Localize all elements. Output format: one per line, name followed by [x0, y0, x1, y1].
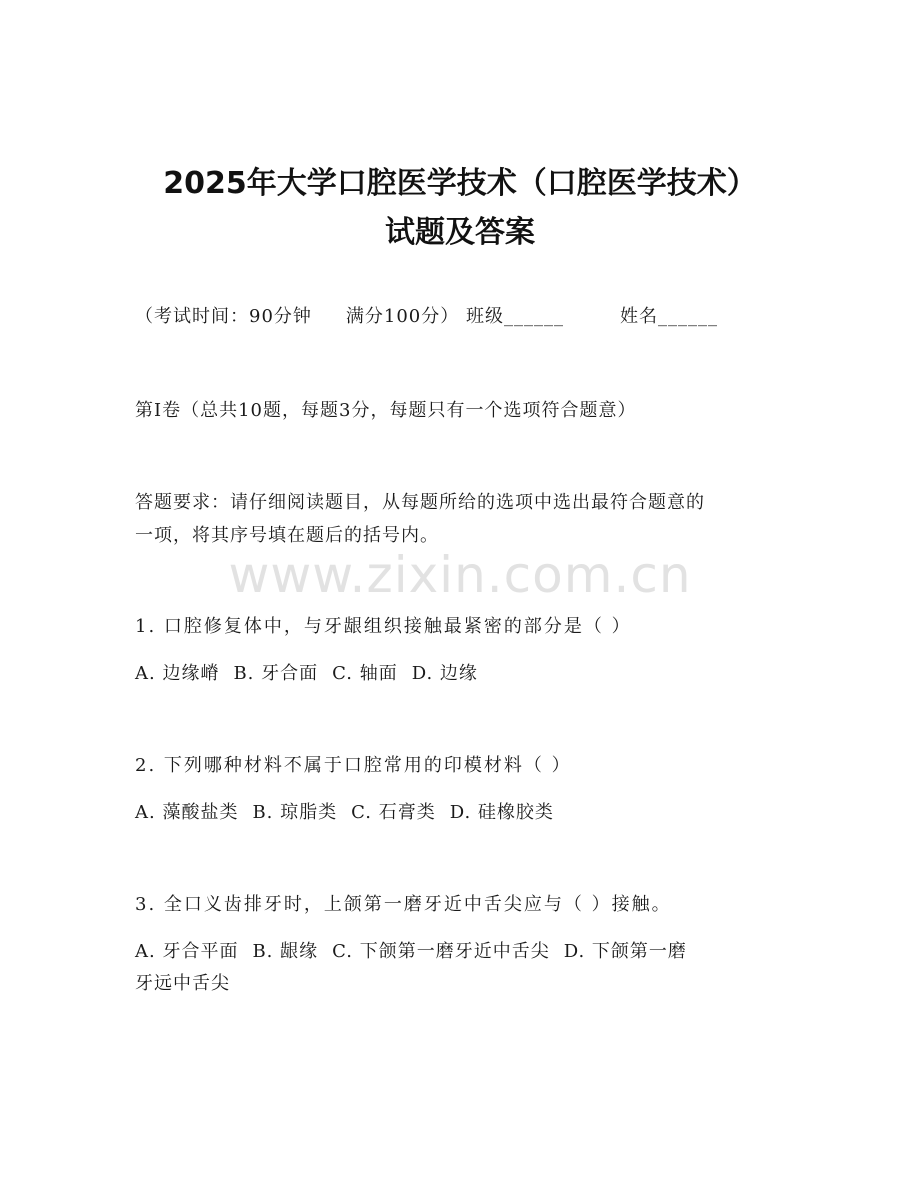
- exam-full-score: 满分100分）: [345, 306, 460, 327]
- question-1-option-a: A. 边缘嵴: [135, 663, 220, 684]
- question-2-option-a: A. 藻酸盐类: [135, 802, 239, 823]
- section-heading: 第I卷（总共10题，每题3分，每题只有一个选项符合题意）: [135, 400, 637, 421]
- question-3-option-c: C. 下颌第一磨牙近中舌尖: [332, 941, 550, 962]
- exam-time: （考试时间：90分钟: [135, 306, 312, 327]
- question-1-options: [135, 659, 478, 685]
- question-1-option-c: C. 轴面: [332, 663, 398, 684]
- question-3-option-d: D. 下颌第一磨: [563, 941, 687, 962]
- question-2-options: [135, 798, 554, 824]
- requirements-line-2: 一项，将其序号填在题后的括号内。: [135, 525, 439, 546]
- question-3-option-b: B. 龈缘: [252, 941, 319, 962]
- question-1-option-d: D. 边缘: [411, 663, 478, 684]
- watermark-text: www.zixin.com.cn: [228, 546, 692, 604]
- exam-info-line: [135, 302, 718, 328]
- class-field-label: 班级______: [466, 306, 564, 327]
- question-3-option-a: A. 牙合平面: [135, 941, 239, 962]
- question-2-stem: 2. 下列哪种材料不属于口腔常用的印模材料（ ）: [135, 755, 572, 776]
- question-2-option-d: D. 硅橡胶类: [449, 802, 554, 823]
- requirements-line-1: 答题要求：请仔细阅读题目，从每题所给的选项中选出最符合题意的: [135, 492, 705, 513]
- question-3-stem: 3. 全口义齿排牙时，上颌第一磨牙近中舌尖应与（ ）接触。: [135, 894, 672, 915]
- question-3-options: [135, 937, 687, 963]
- question-2-option-c: C. 石膏类: [351, 802, 436, 823]
- document-title-line-2: 试题及答案: [385, 215, 535, 250]
- question-1-option-b: B. 牙合面: [233, 663, 319, 684]
- name-field-label: 姓名______: [620, 306, 718, 327]
- question-3-options-continued: 牙远中舌尖: [135, 973, 230, 994]
- document-title-line-1: 2025年大学口腔医学技术（口腔医学技术）: [163, 166, 757, 201]
- question-2-option-b: B. 琼脂类: [252, 802, 338, 823]
- question-1-stem: 1. 口腔修复体中，与牙龈组织接触最紧密的部分是（ ）: [135, 616, 632, 637]
